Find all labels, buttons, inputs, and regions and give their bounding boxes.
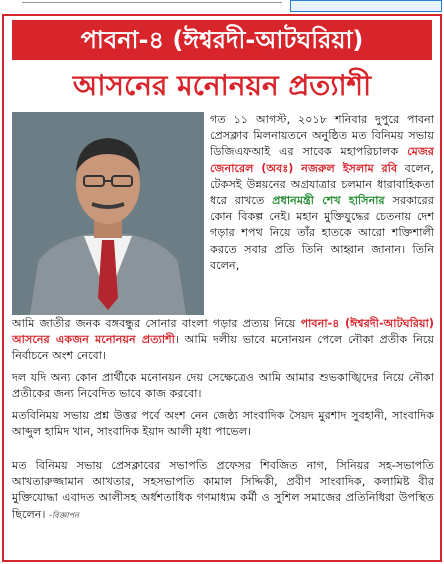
intro-text-end: সরকারের কোন বিকল্প নেই। মহান মুক্তিযুদ্ধের চেতনায় দেশ গড়ার শপথ নিয়ে তাঁর হাতকে আরো শক্তিশালী করতে সবার প্রতি তিনি আহ্বান জানান। তিনি বলেন, bbox=[210, 194, 434, 272]
intro-text: গত ১১ আগস্ট, ২০১৮ শনিবার দুপুরে পাবনা প্রেসক্লাব মিলনায়তনে অনুষ্ঠিত মত বিনিময় সভায় ডিজিএফআই এর সাবেক মহাপরিচালক bbox=[210, 113, 434, 159]
top-page-strip bbox=[0, 0, 444, 14]
top-box bbox=[290, 0, 442, 12]
aspiration-text: আমি জাতীর জনক বঙ্গবন্ধুর সোনার বাংলা গড়ার প্রত্যয় নিয়ে bbox=[12, 317, 301, 330]
paragraph-intro bbox=[210, 112, 434, 274]
paragraph-attendees bbox=[12, 458, 434, 524]
attendees-text: মত বিনিময় সভায় প্রেসক্লাবের সভাপতি প্রফেসর শিবজিত নাগ, সিনিয়র সহ-সভাপতি আখতারুজ্জামান আখতার, সহসভাপতি কামাল সিদ্দিকী, প্রবীণ সাংবাদিক, কলামিষ্ট বীর মুক্তিযোদ্ধা এবাদত আলীসহ অর্ধশতাধিক গণমাধ্যম কর্মী ও সুশিল সমাজের প্রতিনিধিরা উপস্থিত ছিলেন। bbox=[12, 459, 434, 521]
top-rule bbox=[22, 2, 282, 3]
aspiration-text-end: । আমি দলীয় ভাবে মনোনয়ন পেলে নৌকা প্রতীক নিয়ে নির্বাচনে অংশ নেবো। bbox=[12, 333, 435, 363]
constituency-highlight: পাবনা-৪ (ঈশ্বরদী-আটঘরিয়া) আসনের একজন মনোনয়ন প্রত্যাশী bbox=[12, 317, 434, 347]
headline-subtitle: আসনের মনোনয়ন প্রত্যাশী bbox=[72, 69, 372, 102]
candidate-name: মেজর জেনারেল (অবঃ) নজরুল ইসলাম রবি bbox=[210, 145, 434, 175]
advertisement-label: -বিজ্ঞাপন bbox=[49, 510, 79, 520]
headline-banner: পাবনা-৪ (ঈশ্বরদী-আটঘরিয়া) bbox=[12, 20, 432, 60]
prime-minister-name: প্রধানমন্ত্রী শেখ হাসিনার bbox=[272, 194, 385, 208]
portrait-photo bbox=[12, 112, 204, 315]
paragraph-aspiration bbox=[12, 316, 434, 365]
intro-text-middle: বলেন, টেকসই উন্নয়নের অগ্রযাত্রার চলমান ধারাবাহিকতা ধরে রাখতে bbox=[210, 161, 434, 208]
paragraph-qa: মতবিনিময় সভায় প্রশ্ন উত্তর পর্বে অংশ নেন জেষ্ঠ্য সাংবাদিক সৈয়দ মুরশাদ সুবহানী, সাংবাদিক আব্দুল হামিদ খান, সাংবাদিক ইয়াদ আলী মৃধা পাভেল। bbox=[12, 409, 434, 439]
advertisement-box bbox=[2, 14, 442, 562]
portrait-illustration bbox=[12, 112, 204, 315]
paragraph-commitment: দল যদি অন্য কোন প্রার্থীকে মনোনয়ন দেয় সেক্ষেত্রেও আমি আমার শুভকাঙ্খিদের নিয়ে নৌকা প্রতীকের জন্য নিবেদিত ভাবে কাজ করবো। bbox=[12, 371, 434, 401]
